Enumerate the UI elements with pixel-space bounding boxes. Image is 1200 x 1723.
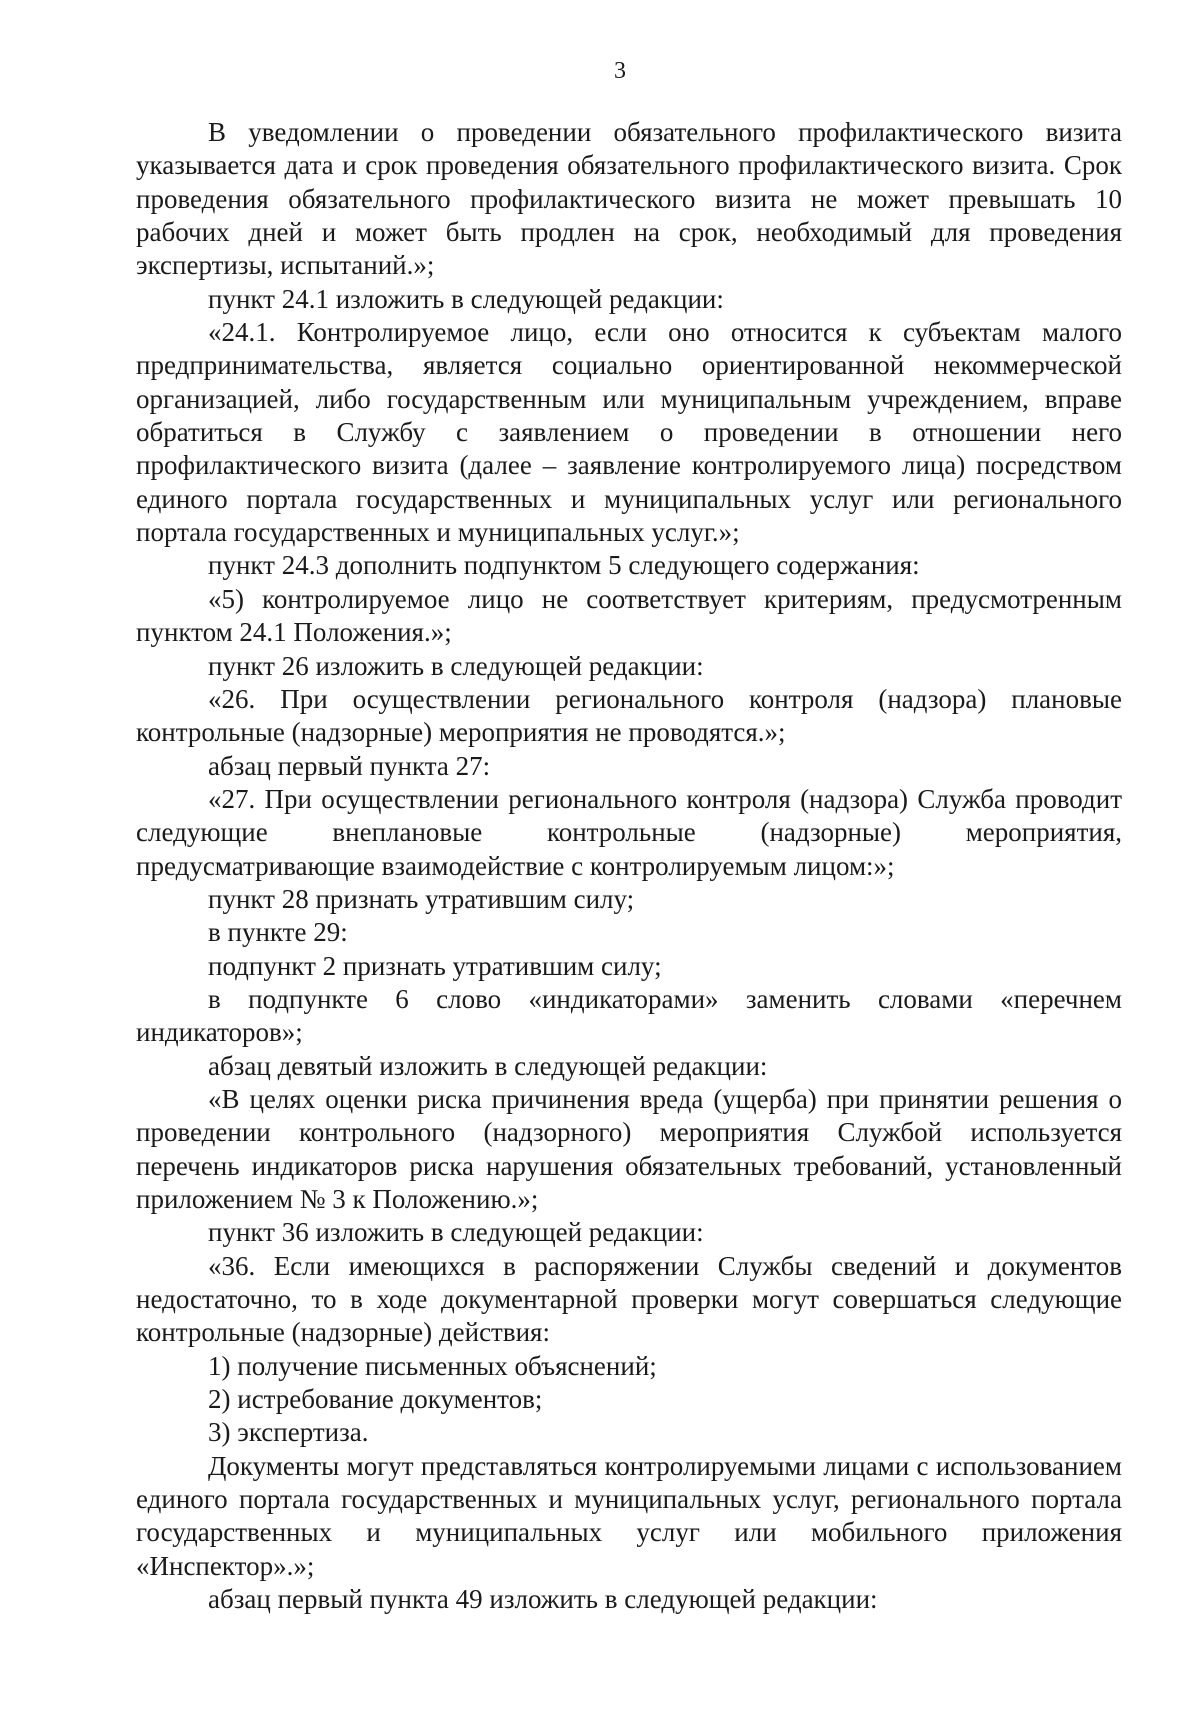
paragraph: 1) получение письменных объяснений;: [208, 1350, 657, 1381]
paragraph: пункт 36 изложить в следующей редакции:: [208, 1217, 704, 1248]
paragraph: пункт 24.1 изложить в следующей редакции:: [208, 283, 724, 314]
paragraph: пункт 24.3 дополнить подпунктом 5 следующего содержания:: [208, 550, 920, 581]
paragraph: «26. При осуществлении регионального контроля (надзора) плановые контрольные (надзорные) мероприятия не проводятся.»;: [136, 683, 1122, 748]
paragraph: подпункт 2 признать утратившим силу;: [208, 950, 662, 981]
paragraph: в пункте 29:: [208, 917, 348, 948]
paragraph: В уведомлении о проведении обязательного профилактического визита указывается дата и срок проведения обязательного профилактического визита. Срок проведения обязательного профилактического визита не может превышать 10 рабочих дней и может быть продлен на срок, необходимый для проведения экспертизы, испытаний.»;: [136, 117, 1122, 281]
paragraph: 2) истребование документов;: [208, 1384, 543, 1415]
document-body: [136, 116, 1122, 1616]
paragraph: в подпункте 6 слово «индикаторами» заменить словами «перечнем индикаторов»;: [136, 983, 1122, 1048]
page-number: 3: [614, 58, 626, 84]
paragraph: «5) контролируемое лицо не соответствует критериям, предусмотренным пунктом 24.1 Положения.»;: [136, 583, 1122, 648]
paragraph: «24.1. Контролируемое лицо, если оно относится к субъектам малого предпринимательства, является социально ориентированной некоммерческой организацией, либо государственным или муниципальным учреждением, вправе обратиться в Службу с заявлением о проведении в отношении него профилактического визита (далее – заявление контролируемого лица) посредством единого портала государственных и муниципальных услуг или регионального портала государственных и муниципальных услуг.»;: [136, 317, 1122, 548]
paragraph: абзац девятый изложить в следующей редакции:: [208, 1050, 768, 1081]
paragraph: «36. Если имеющихся в распоряжении Службы сведений и документов недостаточно, то в ходе документарной проверки могут совершаться следующие контрольные (надзорные) действия:: [136, 1250, 1122, 1348]
paragraph: пункт 26 изложить в следующей редакции:: [208, 650, 704, 681]
paragraph: «В целях оценки риска причинения вреда (ущерба) при принятии решения о проведении контрольного (надзорного) мероприятия Службой используется перечень индикаторов риска нарушения обязательных требований, установленный приложением № 3 к Положению.»;: [136, 1083, 1122, 1214]
paragraph: Документы могут представляться контролируемыми лицами с использованием единого портала государственных и муниципальных услуг, регионального портала государственных и муниципальных услуг или мобильного приложения «Инспектор».»;: [136, 1450, 1122, 1581]
paragraph: «27. При осуществлении регионального контроля (надзора) Служба проводит следующие внеплановые контрольные (надзорные) мероприятия, предусматривающие взаимодействие с контролируемым лицом:»;: [136, 783, 1122, 881]
paragraph: абзац первый пункта 27:: [208, 750, 491, 781]
paragraph: пункт 28 признать утратившим силу;: [208, 883, 635, 914]
paragraph: 3) экспертиза.: [208, 1417, 369, 1448]
paragraph: абзац первый пункта 49 изложить в следующей редакции:: [208, 1584, 878, 1615]
